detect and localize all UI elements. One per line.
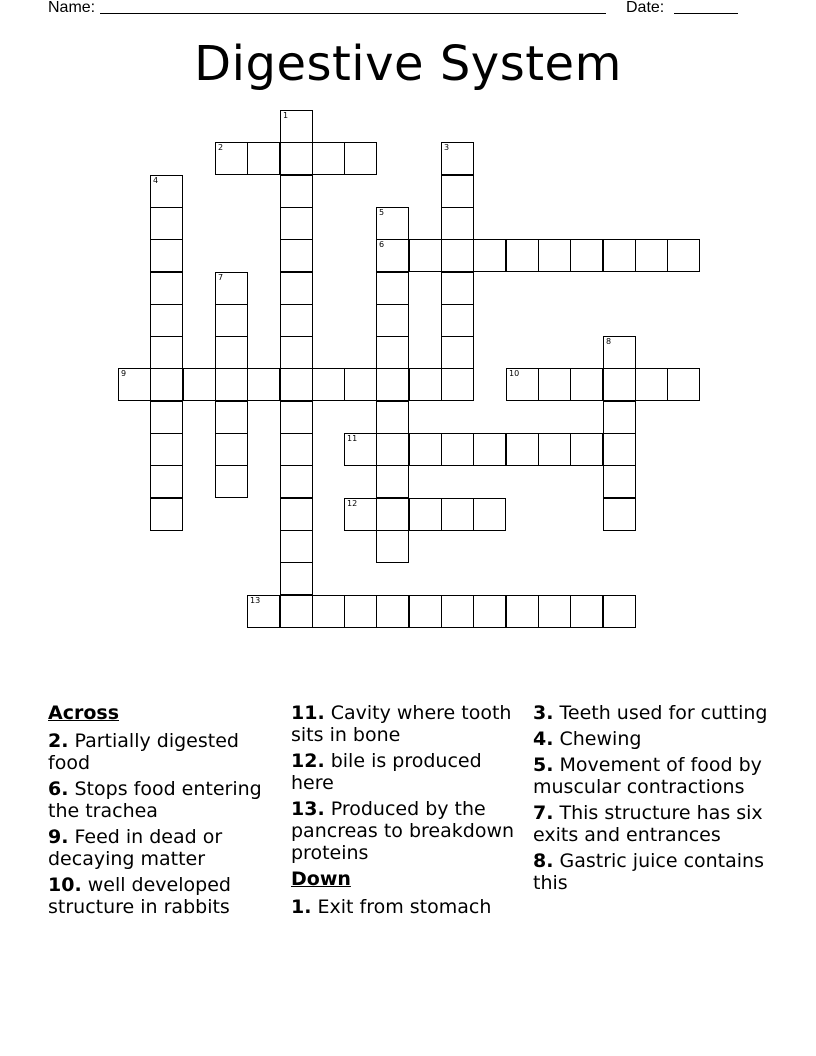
crossword-cell[interactable] bbox=[603, 401, 636, 434]
clue-text: Produced by the pancreas to breakdown proteins bbox=[291, 798, 515, 864]
crossword-cell[interactable] bbox=[247, 595, 280, 628]
crossword-cell[interactable] bbox=[441, 142, 474, 175]
cell-number: 13 bbox=[250, 596, 261, 605]
cell-number: 8 bbox=[606, 337, 612, 346]
cell-number: 4 bbox=[153, 176, 159, 185]
crossword-cell[interactable] bbox=[441, 175, 474, 208]
clue-across-11 bbox=[291, 702, 517, 746]
clue-down-7 bbox=[533, 802, 773, 846]
crossword-cell[interactable] bbox=[376, 368, 409, 401]
crossword-cell[interactable] bbox=[280, 336, 313, 369]
crossword-cell[interactable] bbox=[603, 465, 636, 498]
crossword-cell[interactable] bbox=[215, 465, 248, 498]
clue-across-2 bbox=[48, 730, 274, 774]
clue-number: 6. bbox=[48, 778, 69, 800]
crossword-cell[interactable] bbox=[570, 368, 603, 401]
crossword-cell[interactable] bbox=[150, 498, 183, 531]
crossword-cell[interactable] bbox=[215, 368, 248, 401]
crossword-cell[interactable] bbox=[441, 304, 474, 337]
clue-number: 8. bbox=[533, 850, 554, 872]
crossword-cell[interactable] bbox=[506, 239, 539, 272]
crossword-cell[interactable] bbox=[506, 433, 539, 466]
crossword-cell[interactable] bbox=[376, 595, 409, 628]
crossword-cell[interactable] bbox=[312, 142, 345, 175]
crossword-cell[interactable] bbox=[280, 368, 313, 401]
crossword-cell[interactable] bbox=[280, 239, 313, 272]
clue-across-12 bbox=[291, 750, 517, 794]
crossword-cell[interactable] bbox=[538, 239, 571, 272]
crossword-cell[interactable] bbox=[280, 433, 313, 466]
clue-across-6 bbox=[48, 778, 274, 822]
clue-text: Partially digested food bbox=[48, 730, 239, 774]
crossword-cell[interactable] bbox=[344, 142, 377, 175]
crossword-cell[interactable] bbox=[215, 336, 248, 369]
crossword-cell[interactable] bbox=[506, 595, 539, 628]
crossword-cell[interactable] bbox=[376, 465, 409, 498]
cell-number: 2 bbox=[218, 143, 224, 152]
clue-number: 13. bbox=[291, 798, 325, 820]
cell-number: 10 bbox=[509, 369, 520, 378]
crossword-cell[interactable] bbox=[667, 239, 700, 272]
crossword-cell[interactable] bbox=[280, 142, 313, 175]
crossword-cell[interactable] bbox=[603, 433, 636, 466]
clue-across-9 bbox=[48, 826, 274, 870]
crossword-cell[interactable] bbox=[570, 433, 603, 466]
clue-text: This structure has six exits and entrances bbox=[533, 802, 763, 846]
clue-text: Chewing bbox=[559, 728, 642, 750]
clue-number: 4. bbox=[533, 728, 554, 750]
clue-text: Gastric juice contains this bbox=[533, 850, 764, 894]
crossword-cell[interactable] bbox=[409, 595, 442, 628]
crossword-cell[interactable] bbox=[376, 336, 409, 369]
crossword-cell[interactable] bbox=[215, 272, 248, 305]
crossword-cell[interactable] bbox=[473, 498, 506, 531]
crossword-cell[interactable] bbox=[376, 498, 409, 531]
clue-number: 2. bbox=[48, 730, 69, 752]
clue-down-3 bbox=[533, 702, 773, 724]
cell-number: 5 bbox=[379, 208, 385, 217]
crossword-cell[interactable] bbox=[150, 207, 183, 240]
clue-text: well developed structure in rabbits bbox=[48, 874, 231, 918]
clue-number: 3. bbox=[533, 702, 554, 724]
crossword-cell[interactable] bbox=[376, 239, 409, 272]
crossword-cell[interactable] bbox=[635, 368, 668, 401]
clue-text: Stops food entering the trachea bbox=[48, 778, 262, 822]
crossword-cell[interactable] bbox=[150, 336, 183, 369]
crossword-cell[interactable] bbox=[441, 207, 474, 240]
down-heading: Down bbox=[291, 868, 351, 890]
crossword-cell[interactable] bbox=[603, 368, 636, 401]
crossword-cell[interactable] bbox=[603, 239, 636, 272]
crossword-cell[interactable] bbox=[603, 498, 636, 531]
crossword-cell[interactable] bbox=[280, 110, 313, 143]
clue-number: 1. bbox=[291, 896, 312, 918]
clue-across-13 bbox=[291, 798, 517, 864]
crossword-cell[interactable] bbox=[280, 401, 313, 434]
crossword-cell[interactable] bbox=[344, 498, 377, 531]
crossword-cell[interactable] bbox=[603, 595, 636, 628]
clue-number: 5. bbox=[533, 754, 554, 776]
crossword-cell[interactable] bbox=[215, 304, 248, 337]
clue-number: 10. bbox=[48, 874, 82, 896]
crossword-cell[interactable] bbox=[280, 207, 313, 240]
crossword-cell[interactable] bbox=[344, 368, 377, 401]
crossword-cell[interactable] bbox=[247, 142, 280, 175]
clue-number: 11. bbox=[291, 702, 325, 724]
page-title: Digestive System bbox=[194, 36, 622, 92]
crossword-cell[interactable] bbox=[376, 207, 409, 240]
name-label: Name: bbox=[48, 0, 96, 16]
crossword-cell[interactable] bbox=[150, 433, 183, 466]
crossword-cell[interactable] bbox=[280, 530, 313, 563]
crossword-cell[interactable] bbox=[344, 595, 377, 628]
crossword-cell[interactable] bbox=[312, 595, 345, 628]
crossword-cell[interactable] bbox=[603, 336, 636, 369]
crossword-cell[interactable] bbox=[280, 498, 313, 531]
crossword-cell[interactable] bbox=[312, 368, 345, 401]
clue-down-8 bbox=[533, 850, 773, 894]
crossword-cell[interactable] bbox=[376, 530, 409, 563]
clue-number: 7. bbox=[533, 802, 554, 824]
clue-down-5 bbox=[533, 754, 773, 798]
cell-number: 9 bbox=[121, 369, 127, 378]
cell-number: 7 bbox=[218, 273, 224, 282]
crossword-cell[interactable] bbox=[280, 595, 313, 628]
crossword-cell[interactable] bbox=[280, 465, 313, 498]
crossword-cell[interactable] bbox=[376, 433, 409, 466]
clue-text: Exit from stomach bbox=[317, 896, 492, 918]
crossword-cell[interactable] bbox=[280, 304, 313, 337]
crossword-cell[interactable] bbox=[473, 433, 506, 466]
crossword-cell[interactable] bbox=[376, 401, 409, 434]
crossword-cell[interactable] bbox=[215, 401, 248, 434]
crossword-cell[interactable] bbox=[280, 272, 313, 305]
crossword-cell[interactable] bbox=[570, 239, 603, 272]
crossword-cell[interactable] bbox=[570, 595, 603, 628]
crossword-cell[interactable] bbox=[441, 239, 474, 272]
crossword-cell[interactable] bbox=[409, 239, 442, 272]
crossword-cell[interactable] bbox=[667, 368, 700, 401]
crossword-cell[interactable] bbox=[409, 498, 442, 531]
clue-number: 12. bbox=[291, 750, 325, 772]
crossword-cell[interactable] bbox=[150, 239, 183, 272]
crossword-cell[interactable] bbox=[150, 272, 183, 305]
crossword-cell[interactable] bbox=[538, 368, 571, 401]
crossword-cell[interactable] bbox=[441, 368, 474, 401]
crossword-cell[interactable] bbox=[538, 433, 571, 466]
cell-number: 12 bbox=[347, 499, 358, 508]
crossword-cell[interactable] bbox=[183, 368, 216, 401]
crossword-cell[interactable] bbox=[376, 272, 409, 305]
clue-across-10 bbox=[48, 874, 274, 918]
crossword-cell[interactable] bbox=[150, 304, 183, 337]
clue-column-2 bbox=[291, 702, 517, 922]
crossword-cell[interactable] bbox=[506, 368, 539, 401]
clue-text: bile is produced here bbox=[291, 750, 482, 794]
crossword-cell[interactable] bbox=[118, 368, 151, 401]
crossword-cell[interactable] bbox=[247, 368, 280, 401]
crossword-cell[interactable] bbox=[150, 465, 183, 498]
clue-text: Cavity where tooth sits in bone bbox=[291, 702, 512, 746]
crossword-cell[interactable] bbox=[473, 239, 506, 272]
crossword-cell[interactable] bbox=[441, 336, 474, 369]
cell-number: 6 bbox=[379, 240, 385, 249]
clue-number: 9. bbox=[48, 826, 69, 848]
cell-number: 11 bbox=[347, 434, 358, 443]
across-heading: Across bbox=[48, 702, 120, 724]
crossword-cell[interactable] bbox=[150, 401, 183, 434]
cell-number: 1 bbox=[283, 111, 289, 120]
crossword-cell[interactable] bbox=[473, 595, 506, 628]
crossword-cell[interactable] bbox=[538, 595, 571, 628]
crossword-cell[interactable] bbox=[635, 239, 668, 272]
clue-text: Teeth used for cutting bbox=[559, 702, 768, 724]
clue-column-3 bbox=[533, 702, 773, 898]
crossword-cell[interactable] bbox=[376, 304, 409, 337]
crossword-cell[interactable] bbox=[344, 433, 377, 466]
crossword-cell[interactable] bbox=[150, 368, 183, 401]
crossword-cell[interactable] bbox=[215, 142, 248, 175]
crossword-cell[interactable] bbox=[441, 272, 474, 305]
crossword-cell[interactable] bbox=[441, 595, 474, 628]
clue-text: Feed in dead or decaying matter bbox=[48, 826, 223, 870]
crossword-cell[interactable] bbox=[150, 175, 183, 208]
crossword-cell[interactable] bbox=[409, 368, 442, 401]
clue-text: Movement of food by muscular contractions bbox=[533, 754, 762, 798]
crossword-cell[interactable] bbox=[215, 433, 248, 466]
crossword-cell[interactable] bbox=[280, 562, 313, 595]
crossword-cell[interactable] bbox=[409, 433, 442, 466]
cell-number: 3 bbox=[444, 143, 450, 152]
clue-down-1 bbox=[291, 896, 517, 918]
clues-section bbox=[0, 702, 816, 952]
crossword-cell[interactable] bbox=[441, 498, 474, 531]
clue-down-4 bbox=[533, 728, 773, 750]
clue-column-1 bbox=[48, 702, 274, 922]
date-label: Date: bbox=[626, 0, 665, 16]
crossword-cell[interactable] bbox=[280, 175, 313, 208]
crossword-cell[interactable] bbox=[441, 433, 474, 466]
